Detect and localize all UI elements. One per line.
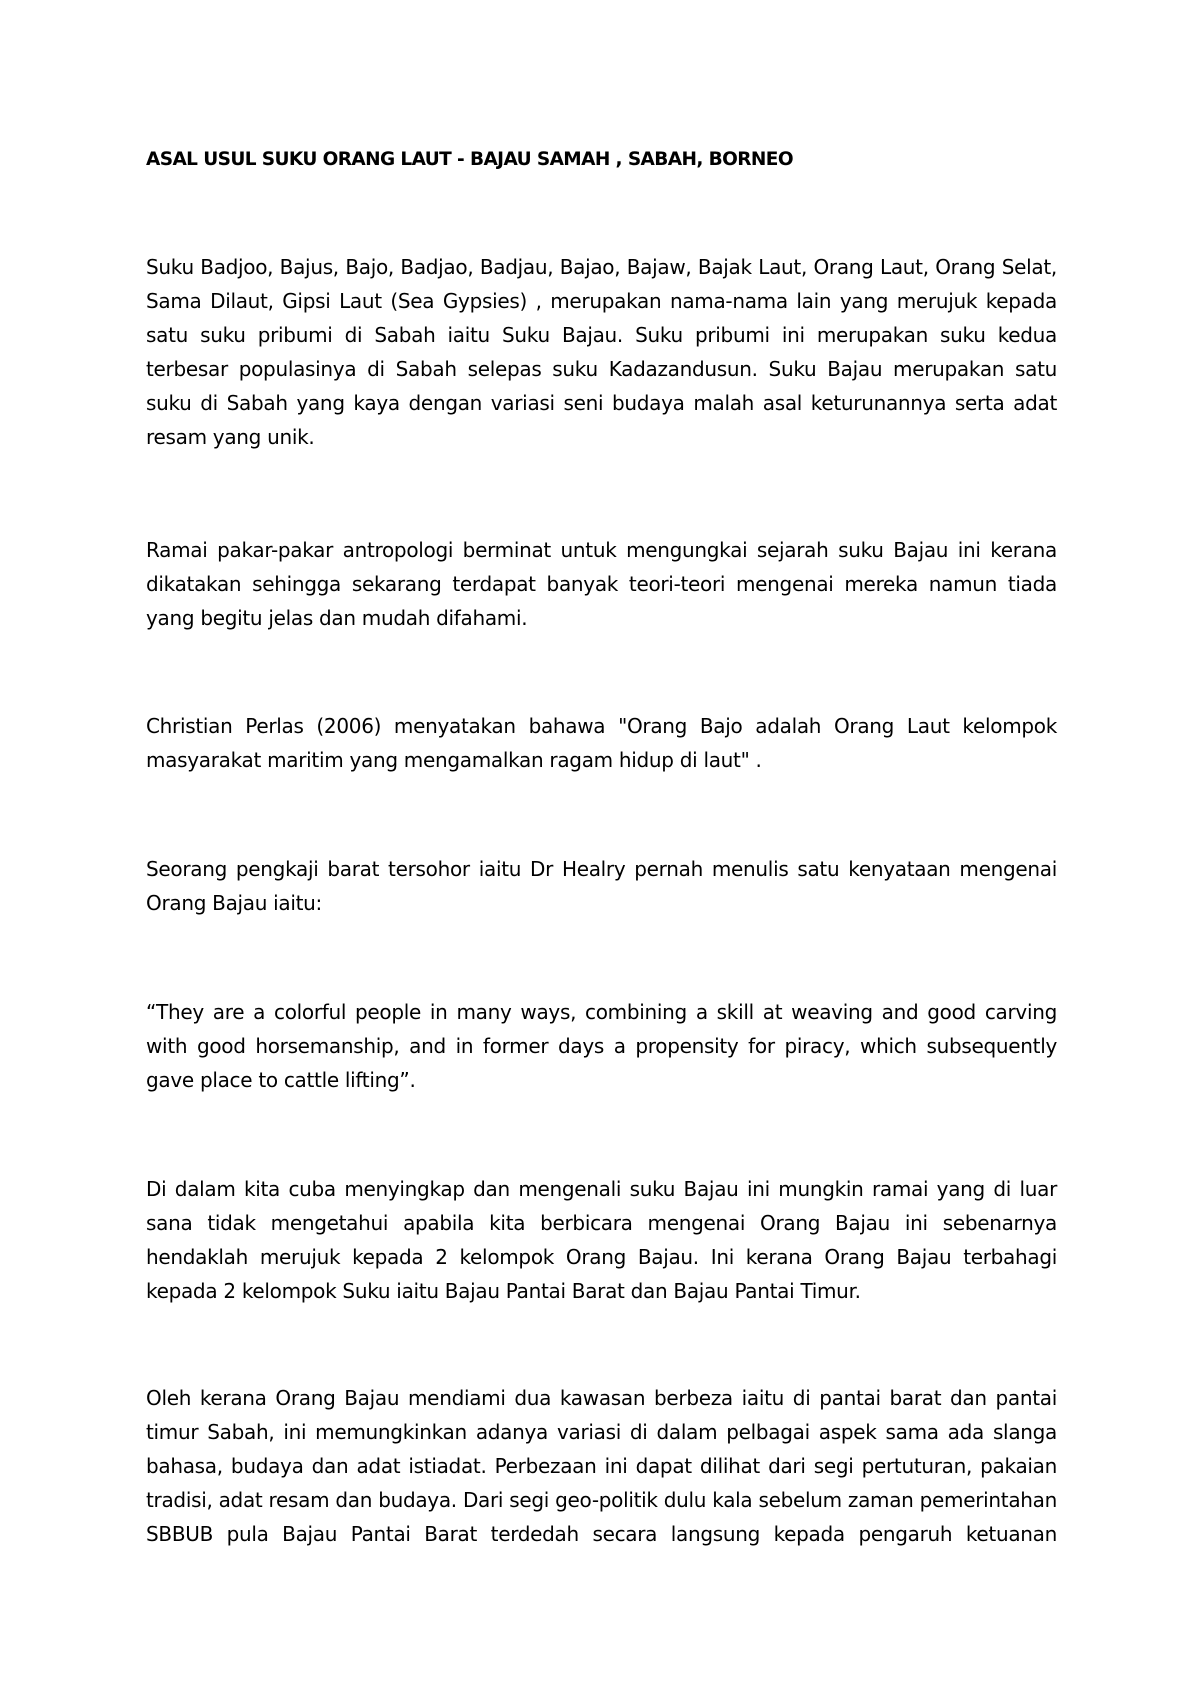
paragraph-intro: Suku Badjoo, Bajus, Bajo, Badjao, Badjau, Bajao, Bajaw, Bajak Laut, Orang Laut, Orang Selat, Sama Dilaut, Gipsi Laut (Sea Gypsies) , merupakan nama-nama lain yang merujuk kepada satu suku pribumi di Sabah iaitu Suku Bajau. Suku pribumi ini merupakan suku kedua terbesar populasinya di Sabah selepas suku Kadazandusun. Suku Bajau merupakan satu suku di Sabah yang kaya dengan variasi seni budaya malah asal keturunannya serta adat resam yang unik. [146,255,1057,449]
paragraph-healry-quote: “They are a colorful people in many ways, combining a skill at weaving and good carving with good horsemanship, and in former days a propensity for piracy, which subsequently gave place to cattle lifting”. [146,1000,1057,1092]
document-title: ASAL USUL SUKU ORANG LAUT - BAJAU SAMAH , SABAH, BORNEO [146,149,793,170]
paragraph-variations: Oleh kerana Orang Bajau mendiami dua kawasan berbeza iaitu di pantai barat dan pantai timur Sabah, ini memungkinkan adanya variasi di dalam pelbagai aspek sama ada slanga bahasa, budaya dan adat istiadat. Perbezaan ini dapat dilihat dari segi pertuturan, pakaian tradisi, adat resam dan budaya. Dari segi geo-politik dulu kala sebelum zaman pemerintahan SBBUB pula Bajau Pantai Barat terdedah secara langsung kepada pengaruh ketuanan [146,1386,1057,1546]
paragraph-healry-intro: Seorang pengkaji barat tersohor iaitu Dr Healry pernah menulis satu kenyataan mengenai Orang Bajau iaitu: [146,857,1057,915]
paragraph-anthropology: Ramai pakar-pakar antropologi berminat untuk mengungkai sejarah suku Bajau ini kerana dikatakan sehingga sekarang terdapat banyak teori-teori mengenai mereka namun tiada yang begitu jelas dan mudah difahami. [146,538,1057,630]
paragraph-perlas-quote: Christian Perlas (2006) menyatakan bahawa "Orang Bajo adalah Orang Laut kelompok masyarakat maritim yang mengamalkan ragam hidup di laut" . [146,714,1057,772]
paragraph-two-groups: Di dalam kita cuba menyingkap dan mengenali suku Bajau ini mungkin ramai yang di luar sana tidak mengetahui apabila kita berbicara mengenai Orang Bajau ini sebenarnya hendaklah merujuk kepada 2 kelompok Orang Bajau. Ini kerana Orang Bajau terbahagi kepada 2 kelompok Suku iaitu Bajau Pantai Barat dan Bajau Pantai Timur. [146,1177,1057,1303]
